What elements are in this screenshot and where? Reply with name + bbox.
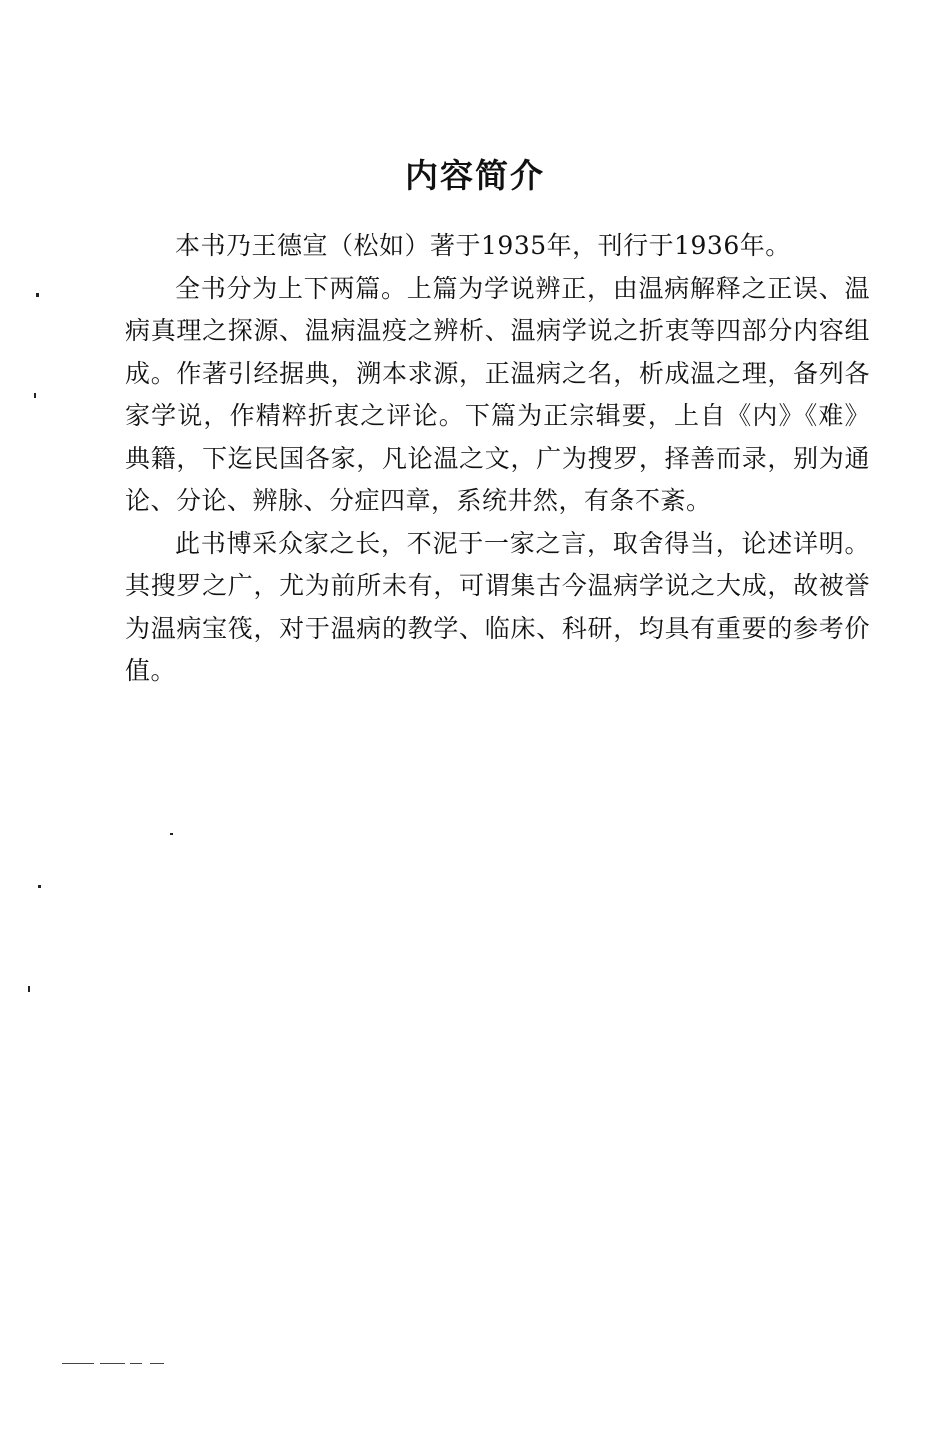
scan-speck <box>170 833 173 835</box>
footer-dash <box>100 1363 125 1364</box>
paragraph-2: 全书分为上下两篇。上篇为学说辨正，由温病解释之正误、温病真理之探源、温病温疫之辨析、温病学说之折衷等四部分内容组成。作著引经据典，溯本求源，正温病之名，析成温之理，备列各家学说，作精粹折衷之评论。下篇为正宗辑要，上自《内》《难》典籍，下迄民国各家，凡论温之文，广为搜罗，择善而录，别为通论、分论、辨脉、分症四章，系统井然，有条不紊。 <box>125 273 870 515</box>
scan-speck <box>28 986 30 992</box>
paragraph-3: 此书博采众家之长，不泥于一家之言，取舍得当，论述详明。其搜罗之广，尤为前所未有，可谓集古今温病学说之大成，故被誉为温病宝筏，对于温病的教学、临床、科研，均具有重要的参考价值。 <box>125 528 870 685</box>
footer-dash <box>130 1363 142 1364</box>
footer-dash <box>150 1363 164 1364</box>
footer-dash <box>62 1363 94 1364</box>
paragraph-1: 本书乃王德宣（松如）著于1935年，刊行于1936年。 <box>175 231 791 260</box>
page-title: 内容简介 <box>405 156 545 195</box>
scan-speck <box>36 293 39 297</box>
scan-speck <box>34 393 36 398</box>
scan-speck <box>38 885 41 888</box>
summary-body <box>125 225 870 693</box>
